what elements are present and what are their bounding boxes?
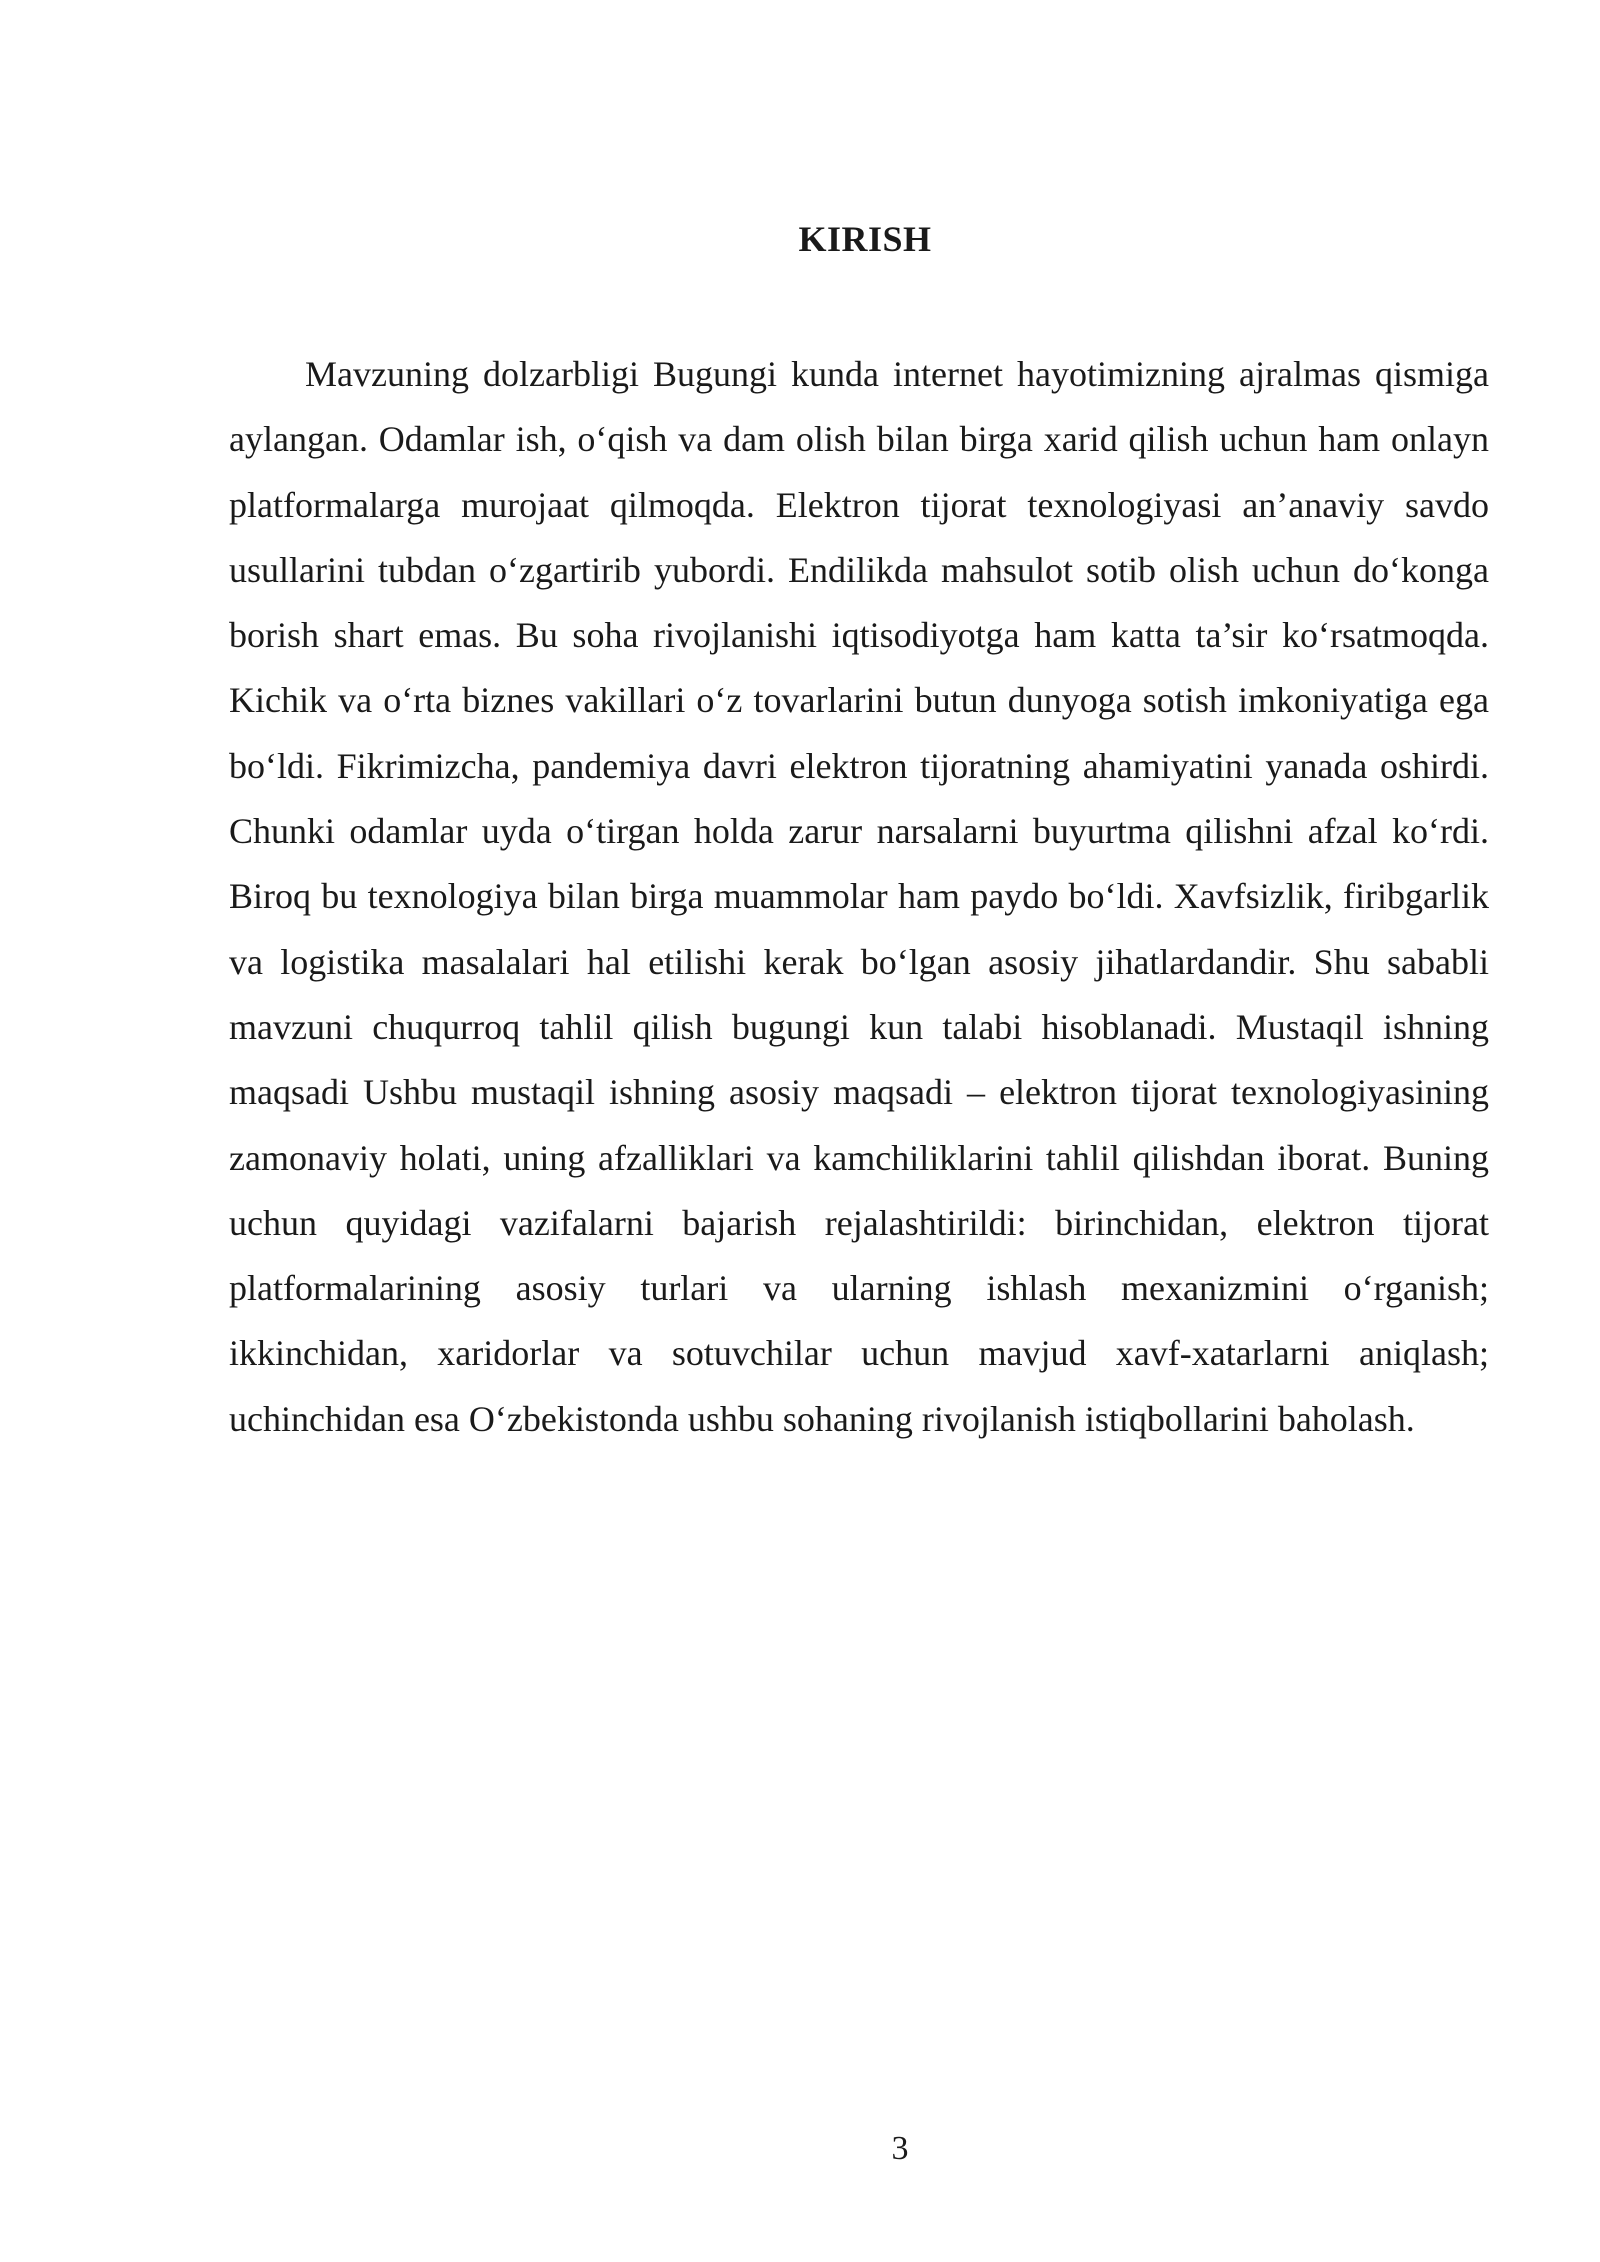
page-number: 3 xyxy=(891,2130,909,2167)
page-title: KIRISH xyxy=(798,219,932,259)
body-paragraph: Mavzuning dolzarbligi Bugungi kunda internet hayotimizning ajralmas qismiga aylangan. Odamlar ish, o‘qish va dam olish bilan birga xarid qilish uchun ham onlayn platformalarga murojaat qilmoqda. Elektron tijorat texnologiyasi an’anaviy savdo usullarini tubdan o‘zgartirib yubordi. Endilikda mahsulot sotib olish uchun do‘konga borish shart emas. Bu soha rivojlanishi iqtisodiyotga ham katta ta’sir ko‘rsatmoqda. Kichik va o‘rta biznes vakillari o‘z tovarlarini butun dunyoga sotish imkoniyatiga ega bo‘ldi. Fikrimizcha, pandemiya davri elektron tijoratning ahamiyatini yanada oshirdi. Chunki odamlar uyda o‘tirgan holda zarur narsalarni buyurtma qilishni afzal ko‘rdi. Biroq bu texnologiya bilan birga muammolar ham paydo bo‘ldi. Xavfsizlik, firibgarlik va logistika masalalari hal etilishi kerak bo‘lgan asosiy jihatlardandir. Shu sababli mavzuni chuqurroq tahlil qilish bugungi kun talabi hisoblanadi. Mustaqil ishning maqsadi Ushbu mustaqil ishning asosiy maqsadi – elektron tijorat texnologiyasining zamonaviy holati, uning afzalliklari va kamchiliklarini tahlil qilishdan iborat. Buning uchun quyidagi vazifalarni bajarish rejalashtirildi: birinchidan, elektron tijorat platformalarining asosiy turlari va ularning ishlash mexanizmini o‘rganish; ikkinchidan, xaridorlar va sotuvchilar uchun mavjud xavf-xatarlarni aniqlash; uchinchidan esa O‘zbekistonda ushbu sohaning rivojlanish istiqbollarini baholash. xyxy=(229,354,1489,1439)
